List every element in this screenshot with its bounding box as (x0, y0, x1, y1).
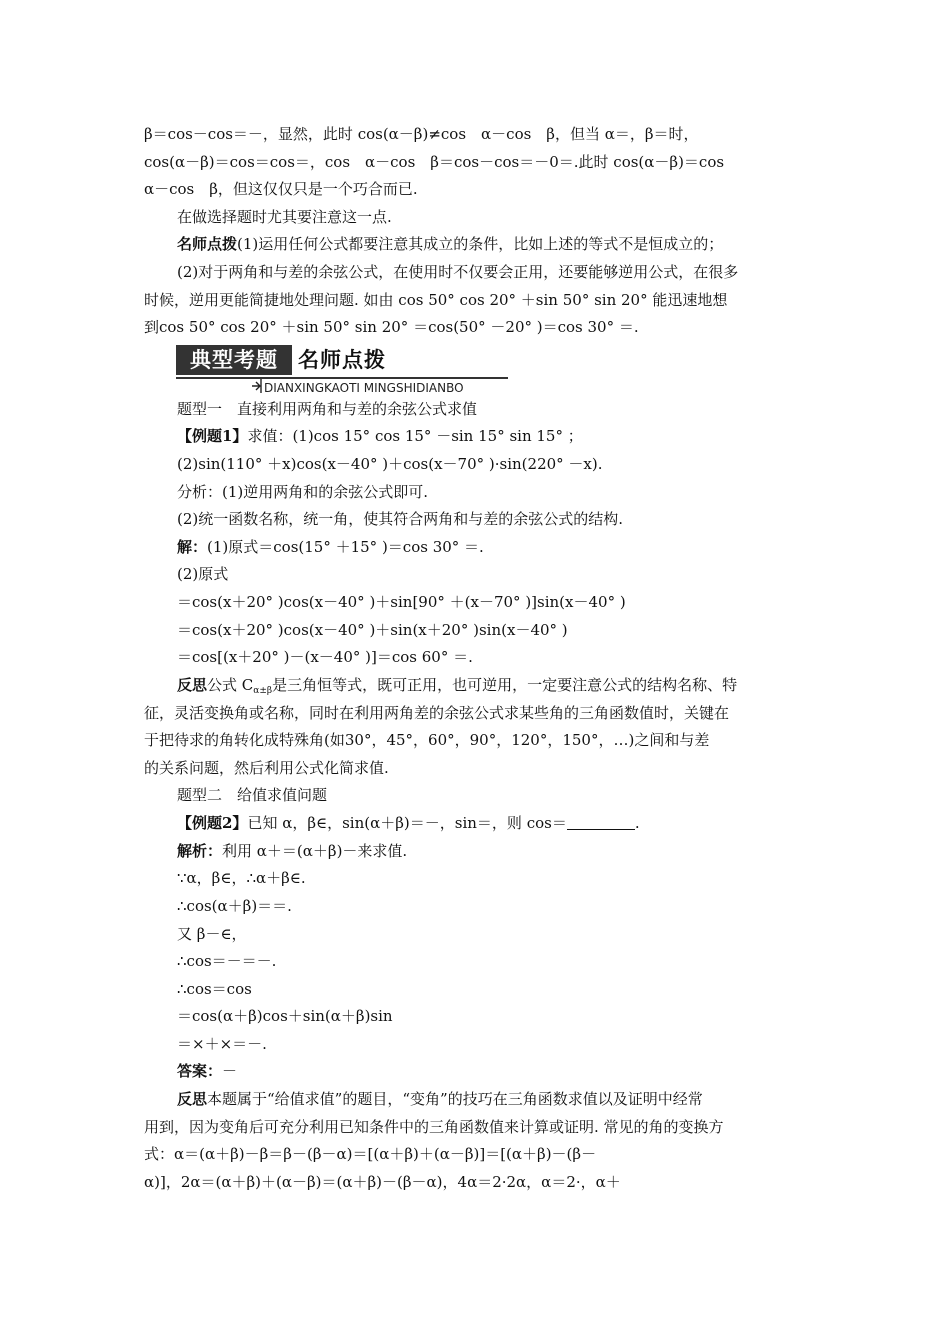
text-line: ＝cos[(x＋20° )－(x－40° )]＝cos 60° ＝. (177, 648, 473, 666)
text-line: α－cos β，但这仅仅只是一个巧合而已. (144, 180, 418, 198)
arrow-icon (252, 378, 262, 394)
solution-line (177, 537, 847, 557)
tip-line (177, 234, 847, 254)
text-line: ＝cos(α＋β)cos＋sin(α＋β)sin (177, 1007, 393, 1025)
banner-light-title: 名师点拨 (298, 348, 386, 372)
text-line: (2)sin(110° ＋x)cos(x－40° )＋cos(x－70° )·sin(220° －x). (177, 455, 603, 473)
answer-text: － (222, 1062, 238, 1080)
text-line: ＝cos(x＋20° )cos(x－40° )＋sin(x＋20° )sin(x－40° ) (177, 621, 568, 639)
example-label: 【例题2】 (177, 814, 248, 832)
text-line: β＝cos－cos＝－，显然，此时 cos(α－β)≠cos α－cos β，但当 α＝，β＝时， (144, 125, 699, 143)
example-label: 【例题1】 (177, 427, 248, 445)
text-line: (2)对于两角和与差的余弦公式，在使用时不仅要会正用，还要能够逆用公式，在很多 (177, 263, 739, 281)
text-line: 时候，逆用更能简捷地处理问题. 如由 cos 50° cos 20° ＋sin 50° sin 20° 能迅速地想 (144, 291, 728, 309)
text-line: 又 β－∈， (177, 925, 247, 943)
solution-label: 解析： (177, 842, 223, 860)
banner-subtitle: DIANXINGKAOTI MINGSHIDIANBO (264, 381, 464, 395)
text-line: ∴cos(α＋β)＝＝. (177, 897, 292, 915)
text-line: 在做选择题时尤其要注意这一点. (177, 208, 392, 226)
reflection-text: 本题属于“给值求值”的题目，“变角”的技巧在三角函数求值以及证明中经常 (207, 1090, 703, 1108)
reflection-line (177, 675, 847, 701)
reflection-text: 公式 C (207, 676, 254, 694)
reflection-text: 是三角恒等式，既可正用，也可逆用，一定要注意公式的结构名称、特 (272, 676, 738, 694)
text-line: (2)原式 (177, 565, 229, 583)
banner-dark-title: 典型考题 (176, 345, 292, 375)
solution-line (177, 841, 847, 861)
text-line: ∵α，β∈，∴α＋β∈. (177, 869, 306, 887)
example-end: . (634, 814, 640, 832)
example-text: 求值：(1)cos 15° cos 15° －sin 15° sin 15° ； (247, 427, 583, 445)
solution-text: 利用 α＋＝(α＋β)－来求值. (222, 842, 408, 860)
text-line: 到cos 50° cos 20° ＋sin 50° sin 20° ＝cos(50° －20° )＝cos 30° ＝. (144, 318, 639, 336)
answer-blank (567, 815, 635, 830)
text-line: 用到，因为变角后可充分利用已知条件中的三角函数值来计算或证明. 常见的角的变换方 (144, 1118, 724, 1136)
example-text: 已知 α，β∈，sin(α＋β)＝－，sin＝，则 cos＝ (247, 814, 567, 832)
text-line: ∴cos＝cos (177, 980, 252, 998)
reflection-label: 反思 (177, 676, 208, 694)
text-line: cos(α－β)＝cos＝cos＝，cos α－cos β＝cos－cos＝－0＝.此时 cos(α－β)＝cos (144, 153, 725, 171)
text-line: 征，灵活变换角或名称，同时在利用两角差的余弦公式求某些角的三角函数值时，关键在 (144, 704, 730, 722)
section-heading: 题型二 给值求值问题 (177, 786, 328, 804)
section-heading: 题型一 直接利用两角和与差的余弦公式求值 (177, 400, 478, 418)
text-line: ＝×＋×＝－. (177, 1035, 267, 1053)
reflection-label: 反思 (177, 1090, 208, 1108)
section-banner (176, 345, 508, 397)
answer-line (177, 1061, 847, 1081)
answer-label: 答案： (177, 1062, 223, 1080)
example-line (177, 813, 847, 833)
banner-rule (176, 377, 508, 379)
solution-text: (1)原式＝cos(15° ＋15° )＝cos 30° ＝. (207, 538, 484, 556)
tip-text: (1)运用任何公式都要注意其成立的条件，比如上述的等式不是恒成立的； (237, 235, 724, 253)
text-line: 的关系问题，然后利用公式化简求值. (144, 759, 389, 777)
tip-label: 名师点拨 (177, 235, 238, 253)
text-line: (2)统一函数名称，统一角，使其符合两角和与差的余弦公式的结构. (177, 510, 624, 528)
reflection-line (177, 1089, 847, 1109)
formula-subscript: α±β (253, 686, 273, 696)
solution-label: 解： (177, 538, 208, 556)
text-line: 于把待求的角转化成特殊角(如30°，45°，60°，90°，120°，150°，…)之间和与差 (144, 731, 710, 749)
text-line: α)]，2α＝(α＋β)＋(α－β)＝(α＋β)－(β－α)，4α＝2·2α，α＝2·，α＋ (144, 1173, 621, 1191)
text-line: ＝cos(x＋20° )cos(x－40° )＋sin[90° ＋(x－70° )]sin(x－40° ) (177, 593, 626, 611)
text-line: 式：α＝(α＋β)－β＝β－(β－α)＝[(α＋β)＋(α－β)]＝[(α＋β)－(β－ (144, 1145, 597, 1163)
example-line (177, 426, 847, 446)
text-line: ∴cos＝－＝－. (177, 952, 277, 970)
text-line: 分析：(1)逆用两角和的余弦公式即可. (177, 483, 429, 501)
